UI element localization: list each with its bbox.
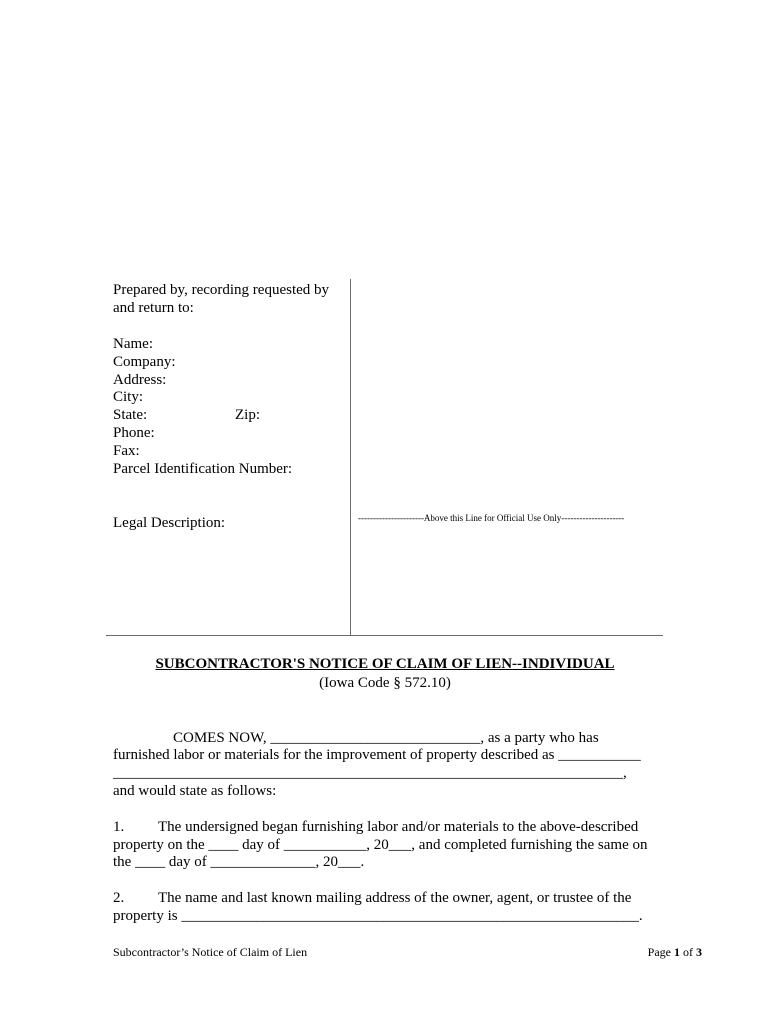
header-vertical-divider	[350, 279, 351, 636]
page-number	[648, 945, 702, 960]
item-1-line1: The undersigned began furnishing labor and/or materials to the above-described	[158, 819, 639, 835]
prepared-by-line2: and return to:	[113, 300, 194, 316]
page-word: Page	[647, 945, 671, 959]
item-2-number: 2.	[113, 890, 125, 906]
header-horizontal-divider	[106, 635, 663, 636]
state-as-follows-line: and would state as follows:	[113, 783, 277, 799]
city-label: City:	[113, 389, 144, 405]
item-2-line1: The name and last known mailing address of the owner, agent, or trustee of the	[158, 890, 632, 906]
iowa-code-reference: (Iowa Code § 572.10)	[319, 675, 451, 691]
furnished-line: furnished labor or materials for the improvement of property described as ___________	[113, 747, 641, 763]
property-blank-line: ____________________________________________________________________,	[113, 765, 627, 781]
company-label: Company:	[113, 354, 176, 370]
zip-label: Zip:	[235, 407, 260, 423]
parcel-id-label: Parcel Identification Number:	[113, 461, 293, 477]
item-1-number: 1.	[113, 819, 125, 835]
footer-document-name: Subcontractor’s Notice of Claim of Lien	[113, 945, 308, 959]
state-label: State:	[113, 407, 148, 423]
page-of: of	[683, 945, 693, 959]
legal-description-label: Legal Description:	[113, 515, 226, 531]
official-use-line: ----------------------Above this Line for Official Use Only---------------------	[358, 513, 625, 523]
page-current: 1	[674, 945, 680, 959]
page-total: 3	[696, 945, 702, 959]
document-title: SUBCONTRACTOR'S NOTICE OF CLAIM OF LIEN--INDIVIDUAL	[155, 656, 615, 672]
item-1-line3: the ____ day of ______________, 20___.	[113, 854, 365, 870]
phone-label: Phone:	[113, 425, 155, 441]
item-2-line2: property is _____________________________________________________________.	[113, 908, 643, 924]
prepared-by-line1: Prepared by, recording requested by	[113, 282, 330, 298]
name-label: Name:	[113, 336, 153, 352]
address-label: Address:	[113, 372, 167, 388]
comes-now-line: COMES NOW, ____________________________, as a party who has	[173, 730, 599, 746]
fax-label: Fax:	[113, 443, 140, 459]
item-1-line2: property on the ____ day of ___________, 20___, and completed furnishing the same on	[113, 837, 648, 853]
